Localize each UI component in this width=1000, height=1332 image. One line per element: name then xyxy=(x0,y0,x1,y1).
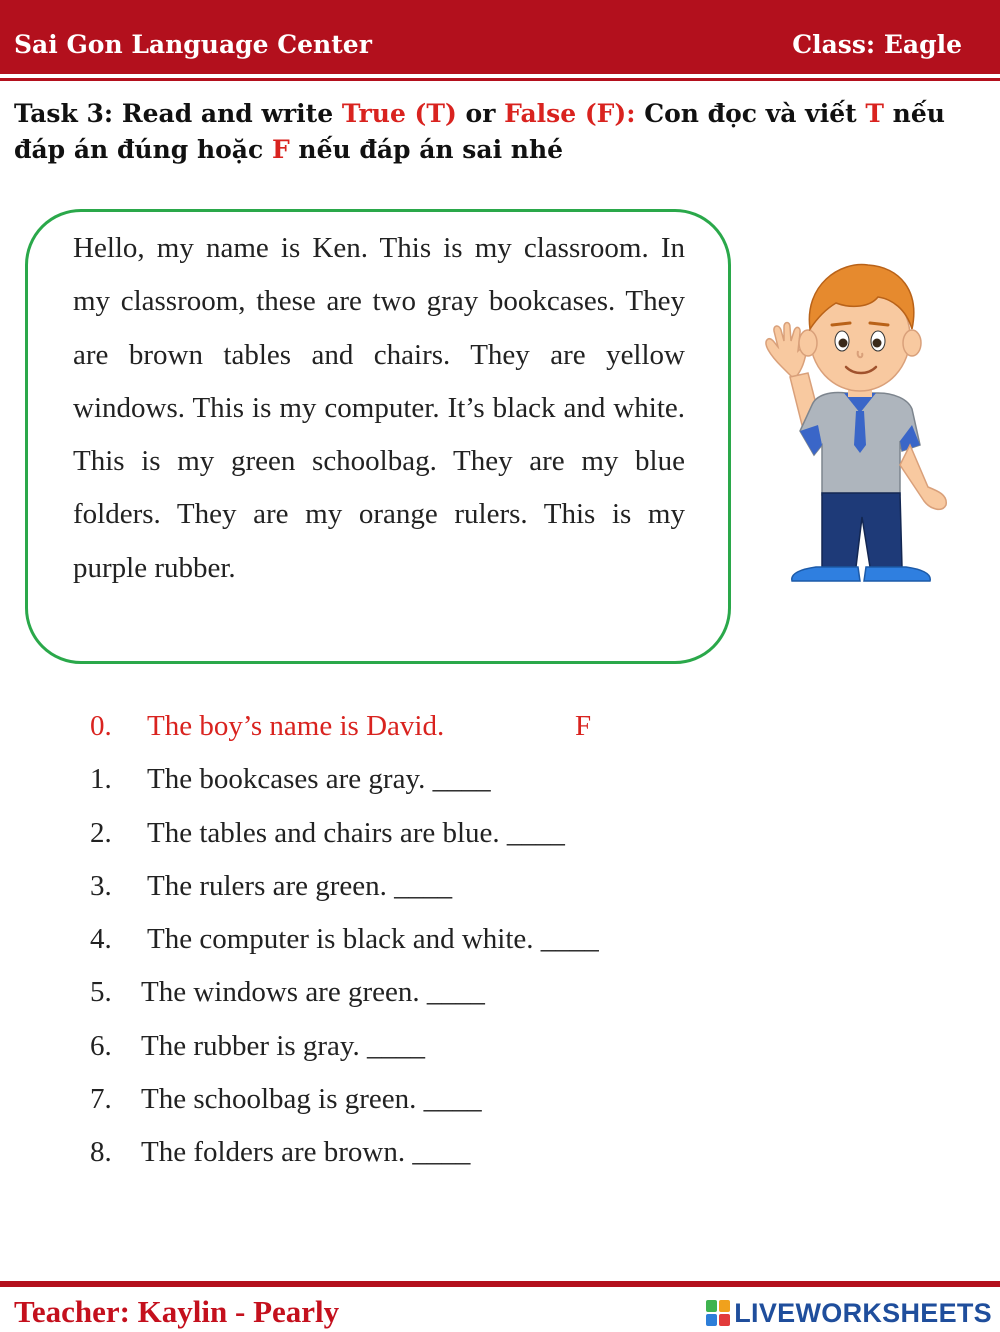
header-bar xyxy=(0,0,1000,74)
teacher-credit: Teacher: Kaylin - Pearly xyxy=(14,1294,340,1329)
list-item xyxy=(90,1126,790,1179)
school-name: Sai Gon Language Center xyxy=(14,30,372,59)
question-number: 1. xyxy=(90,763,112,796)
list-item xyxy=(90,753,790,806)
task-text: Con đọc và viết xyxy=(635,99,866,128)
question-list xyxy=(90,700,790,1180)
header-divider xyxy=(0,78,1000,81)
f-letter: F xyxy=(271,135,290,164)
reading-passage: Hello, my name is Ken. This is my classroom. In my classroom, these are two gray bookcases. They are brown tables and chairs. They are yellow windows. This is my computer. It’s black and white. This is my green schoolbag. They are my blue folders. They are my orange rulers. This is my purple rubber. xyxy=(73,232,685,584)
boy-illustration xyxy=(760,255,960,590)
footer-divider xyxy=(0,1281,1000,1287)
false-label: False (F): xyxy=(504,99,636,128)
question-text: The tables and chairs are blue. ____ xyxy=(147,816,565,849)
true-label: True (T) xyxy=(341,99,457,128)
example-answer: F xyxy=(575,710,592,742)
question-number: 5. xyxy=(90,976,112,1009)
question-number: 2. xyxy=(90,816,112,849)
question-text: The bookcases are gray. ____ xyxy=(147,763,491,796)
list-item xyxy=(90,860,790,913)
liveworksheets-logo[interactable] xyxy=(706,1296,992,1330)
question-text: The rulers are green. ____ xyxy=(147,869,453,902)
task-instruction xyxy=(14,96,984,168)
list-item xyxy=(90,913,790,966)
list-item xyxy=(90,1020,790,1073)
example-question xyxy=(90,700,790,753)
question-text: The schoolbag is green. ____ xyxy=(141,1083,482,1116)
question-text: The folders are brown. ____ xyxy=(141,1136,471,1169)
list-item xyxy=(90,807,790,860)
question-text: The computer is black and white. ____ xyxy=(147,923,599,956)
t-letter: T xyxy=(865,99,884,128)
question-number: 4. xyxy=(90,923,112,956)
question-number: 7. xyxy=(90,1083,112,1116)
question-text: The boy’s name is David. xyxy=(147,710,445,742)
question-number: 8. xyxy=(90,1136,112,1169)
question-number: 3. xyxy=(90,869,112,902)
question-number: 6. xyxy=(90,1029,112,1062)
liveworksheets-logo-icon xyxy=(706,1300,730,1326)
class-label: Class: Eagle xyxy=(792,30,962,59)
question-text: The rubber is gray. ____ xyxy=(141,1029,426,1062)
list-item xyxy=(90,966,790,1019)
question-text: The windows are green. ____ xyxy=(141,976,485,1009)
question-number: 0. xyxy=(90,710,112,742)
task-text: nếu đáp án đúng hoặc xyxy=(14,99,945,164)
task-text: or xyxy=(456,99,505,128)
brand-name: LIVEWORKSHEETS xyxy=(734,1297,992,1328)
task-text: nếu đáp án sai nhé xyxy=(289,135,564,164)
list-item xyxy=(90,1073,790,1126)
task-text: Task 3: Read and write xyxy=(14,99,342,128)
